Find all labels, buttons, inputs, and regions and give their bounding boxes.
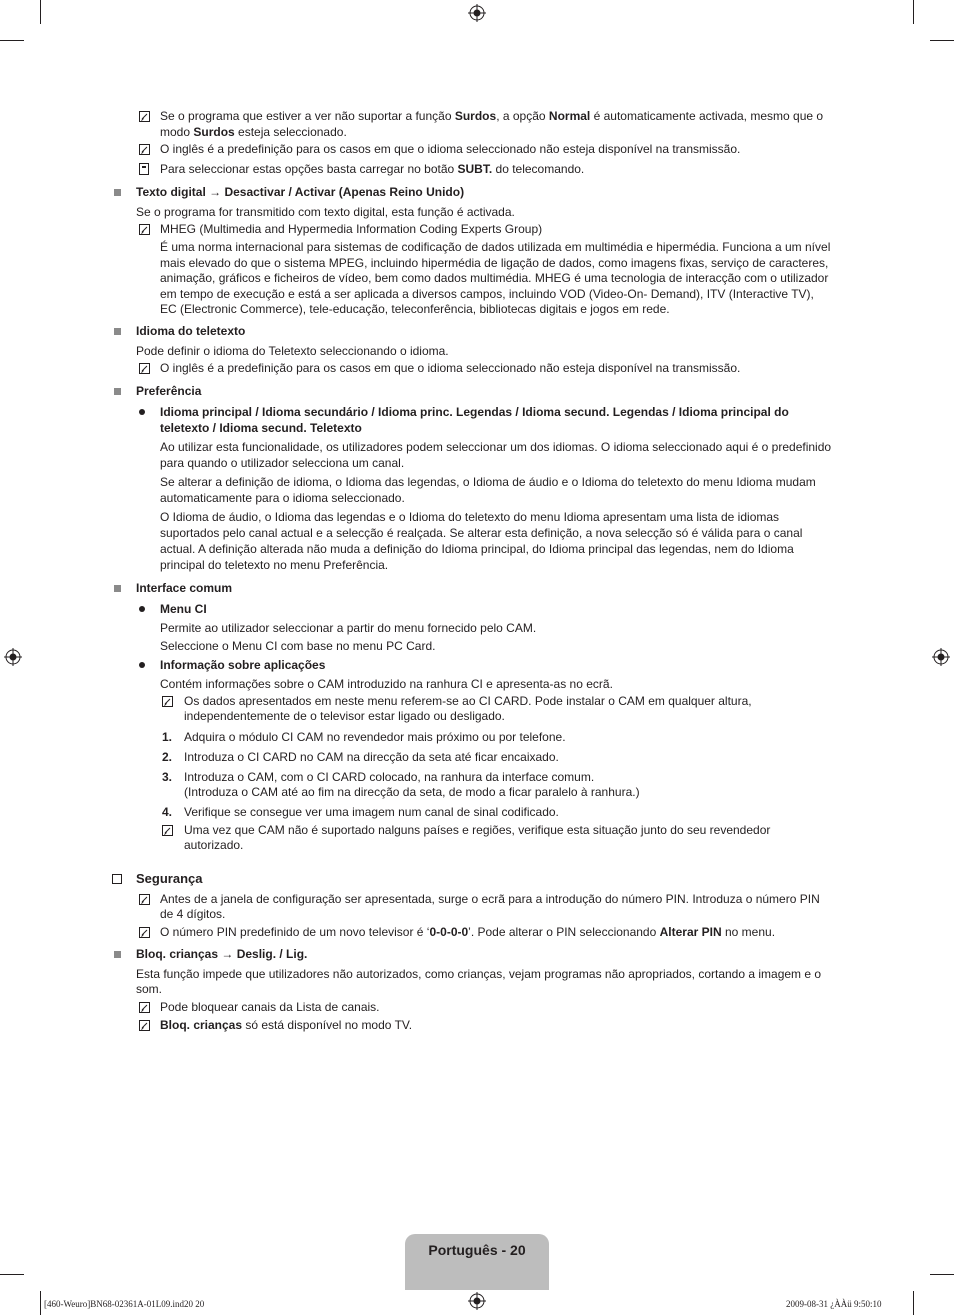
body-text: som.	[136, 982, 163, 996]
square-bullet-icon	[114, 951, 121, 958]
body-text: Pode definir o idioma do Teletexto seleccionando o idioma.	[136, 344, 449, 358]
step-text: Introduza o CI CARD no CAM na direcção da seta até ficar encaixado.	[184, 750, 559, 764]
step-text: (Introduza o CAM até ao fim na direcção da seta, de modo a ficar paralelo à ranhura.)	[184, 785, 640, 799]
section-heading: Interface comum	[136, 581, 233, 595]
section-heading: Texto digital → Desactivar / Activar (Apenas Reino Unido)	[136, 185, 465, 199]
note-icon	[139, 894, 150, 905]
body-text: mais elevado do que o sistema MPEG, incluindo hipermédia de ligação de dados, como imagens fixas, serviço de caracteres,	[160, 255, 829, 270]
square-bullet-icon	[114, 189, 121, 196]
crop-mark	[930, 40, 954, 41]
note-text: Antes de a janela de configuração ser apresentada, surge o ecrã para a introdução do número PIN. Introduza o número PIN	[160, 892, 820, 906]
bullet-icon	[139, 662, 145, 668]
square-bullet-icon	[114, 388, 121, 395]
registration-mark-icon	[468, 1292, 486, 1310]
body-text: Contém informações sobre o CAM introduzido na ranhura CI e apresenta-as no ecrã.	[160, 677, 613, 691]
step-text: Verifique se consegue ver uma imagem num canal de sinal codificado.	[184, 805, 559, 819]
crop-mark	[0, 40, 24, 41]
note-text: O inglês é a predefinição para os casos em que o idioma seleccionado não esteja disponível na transmissão.	[160, 142, 741, 156]
note-icon	[162, 825, 173, 836]
note-text: Bloq. crianças só está disponível no modo TV.	[160, 1018, 413, 1032]
square-bullet-icon	[114, 585, 121, 592]
registration-mark-icon	[932, 648, 950, 666]
body-text: principal do teletexto no menu Preferência.	[160, 558, 389, 572]
body-text: Ao utilizar esta funcionalidade, os utilizadores podem seleccionar um dos idiomas. O idioma seleccionado aqui é o predefinido	[160, 440, 832, 454]
body-text: actual. A definição alterada não muda a definição do Idioma principal, do Idioma principal das legendas, nem do Idioma	[160, 542, 794, 556]
note-text: Pode bloquear canais da Lista de canais.	[160, 1000, 380, 1014]
square-bullet-icon	[114, 328, 121, 335]
body-text: É uma norma internacional para sistemas de codificação de dados utilizada em multimédia e hipermédia. Funciona a um nível	[160, 240, 831, 254]
body-text: O Idioma de áudio, o Idioma das legendas e o Idioma do teletexto do menu Idioma apresentam uma lista de idiomas	[160, 510, 780, 524]
page-number: Português - 20	[428, 1242, 526, 1258]
note-icon	[139, 144, 150, 155]
crop-mark	[0, 1274, 24, 1275]
body-text: Seleccione o Menu CI com base no menu PC Card.	[160, 639, 436, 653]
remote-icon	[139, 163, 149, 175]
crop-mark	[40, 1291, 41, 1315]
body-text: para quando o utilizador selecciona um canal.	[160, 456, 405, 470]
bullet-heading: Menu CI	[160, 602, 207, 616]
body-text: Permite ao utilizador seleccionar a partir do menu fornecido pelo CAM.	[160, 621, 537, 635]
note-icon	[139, 363, 150, 374]
body-text: Se alterar a definição de idioma, o Idioma das legendas, o Idioma de áudio e o Idioma do teletexto do menu Idioma mudam	[160, 475, 816, 489]
step-number: 2.	[162, 750, 173, 764]
note-text: Se o programa que estiver a ver não suportar a função Surdos, a opção Normal é automaticamente activada, mesmo que o	[160, 109, 824, 123]
section-title: Segurança	[136, 871, 203, 886]
section-heading: Idioma do teletexto	[136, 324, 246, 338]
note-text: Para seleccionar estas opções basta carregar no botão SUBT. do telecomando.	[160, 162, 585, 176]
note-text: O número PIN predefinido de um novo televisor é ‘0-0-0-0’. Pode alterar o PIN seleccionando Alterar PIN no menu.	[160, 925, 776, 939]
bullet-heading: Informação sobre aplicações	[160, 658, 326, 672]
crop-mark	[913, 1291, 914, 1315]
body-text: EC (Electronic Commerce), tele-educação, teleconferência, bibliotecas digitais e jogos em rede.	[160, 302, 670, 316]
crop-mark	[913, 0, 914, 24]
body-text: animação, gráficos e ficheiros de vídeo, bem como dados multimédia. MHEG é uma tecnologia de interacção com o utilizador	[160, 271, 829, 285]
section-heading: Preferência	[136, 384, 202, 398]
registration-mark-icon	[4, 648, 22, 666]
note-text: Uma vez que CAM não é suportado nalguns países e regiões, verifique esta situação junto do seu revendedor	[184, 823, 771, 837]
body-text: Se o programa for transmitido com texto digital, esta função é activada.	[136, 205, 515, 219]
note-text: O inglês é a predefinição para os casos em que o idioma seleccionado não esteja disponível na transmissão.	[160, 361, 741, 375]
step-number: 4.	[162, 805, 173, 819]
crop-mark	[40, 0, 41, 24]
print-slug-right: 2009-08-31 ¿ÀÀü 9:50:10	[786, 1299, 882, 1309]
bullet-icon	[139, 409, 145, 415]
step-number: 3.	[162, 770, 173, 784]
note-text: independentemente de o televisor estar ligado ou desligado.	[184, 709, 505, 723]
note-text: de 4 dígitos.	[160, 907, 226, 921]
step-text: Adquira o módulo CI CAM no revendedor mais próximo ou por telefone.	[184, 730, 566, 744]
step-text: Introduza o CAM, com o CI CARD colocado, na ranhura da interface comum.	[184, 770, 595, 784]
body-text: Esta função impede que utilizadores não autorizados, como crianças, vejam programas não apropriados, cortando a imagem e o	[136, 967, 822, 981]
body-text: suportados pelo canal actual e a selecção é realçada. Se alterar esta definição, a nova selecção só é válida para o canal	[160, 526, 803, 540]
note-text: Os dados apresentados em neste menu referem-se ao CI CARD. Pode instalar o CAM em qualquer altura,	[184, 694, 752, 708]
note-text: autorizado.	[184, 838, 244, 852]
bullet-heading: Idioma principal / Idioma secundário / Idioma princ. Legendas / Idioma secund. Legendas / Idioma principal do	[160, 405, 789, 419]
note-icon	[139, 1002, 150, 1013]
note-icon	[162, 696, 173, 707]
section-heading: Bloq. crianças → Deslig. / Lig.	[136, 947, 308, 961]
note-text: MHEG (Multimedia and Hypermedia Information Coding Experts Group)	[160, 222, 543, 236]
print-slug-left: [460-Weuro]BN68-02361A-01L09.ind20 20	[44, 1299, 205, 1309]
registration-mark-icon	[468, 4, 486, 22]
note-icon	[139, 111, 150, 122]
bullet-icon	[139, 606, 145, 612]
bullet-heading: teletexto / Idioma secund. Teletexto	[160, 421, 362, 435]
note-icon	[139, 1020, 150, 1031]
body-text: em tempo de execução e está a ser aplicada a diversos campos, incluindo VOD (Video-On- Demand), ITV (Interactive TV),	[160, 286, 814, 301]
note-icon	[139, 224, 150, 235]
note-icon	[139, 927, 150, 938]
checkbox-bullet-icon	[112, 874, 122, 884]
crop-mark	[930, 1274, 954, 1275]
note-text: modo Surdos esteja seleccionado.	[160, 125, 347, 139]
step-number: 1.	[162, 730, 173, 744]
body-text: automaticamente para o idioma seleccionado.	[160, 491, 405, 505]
